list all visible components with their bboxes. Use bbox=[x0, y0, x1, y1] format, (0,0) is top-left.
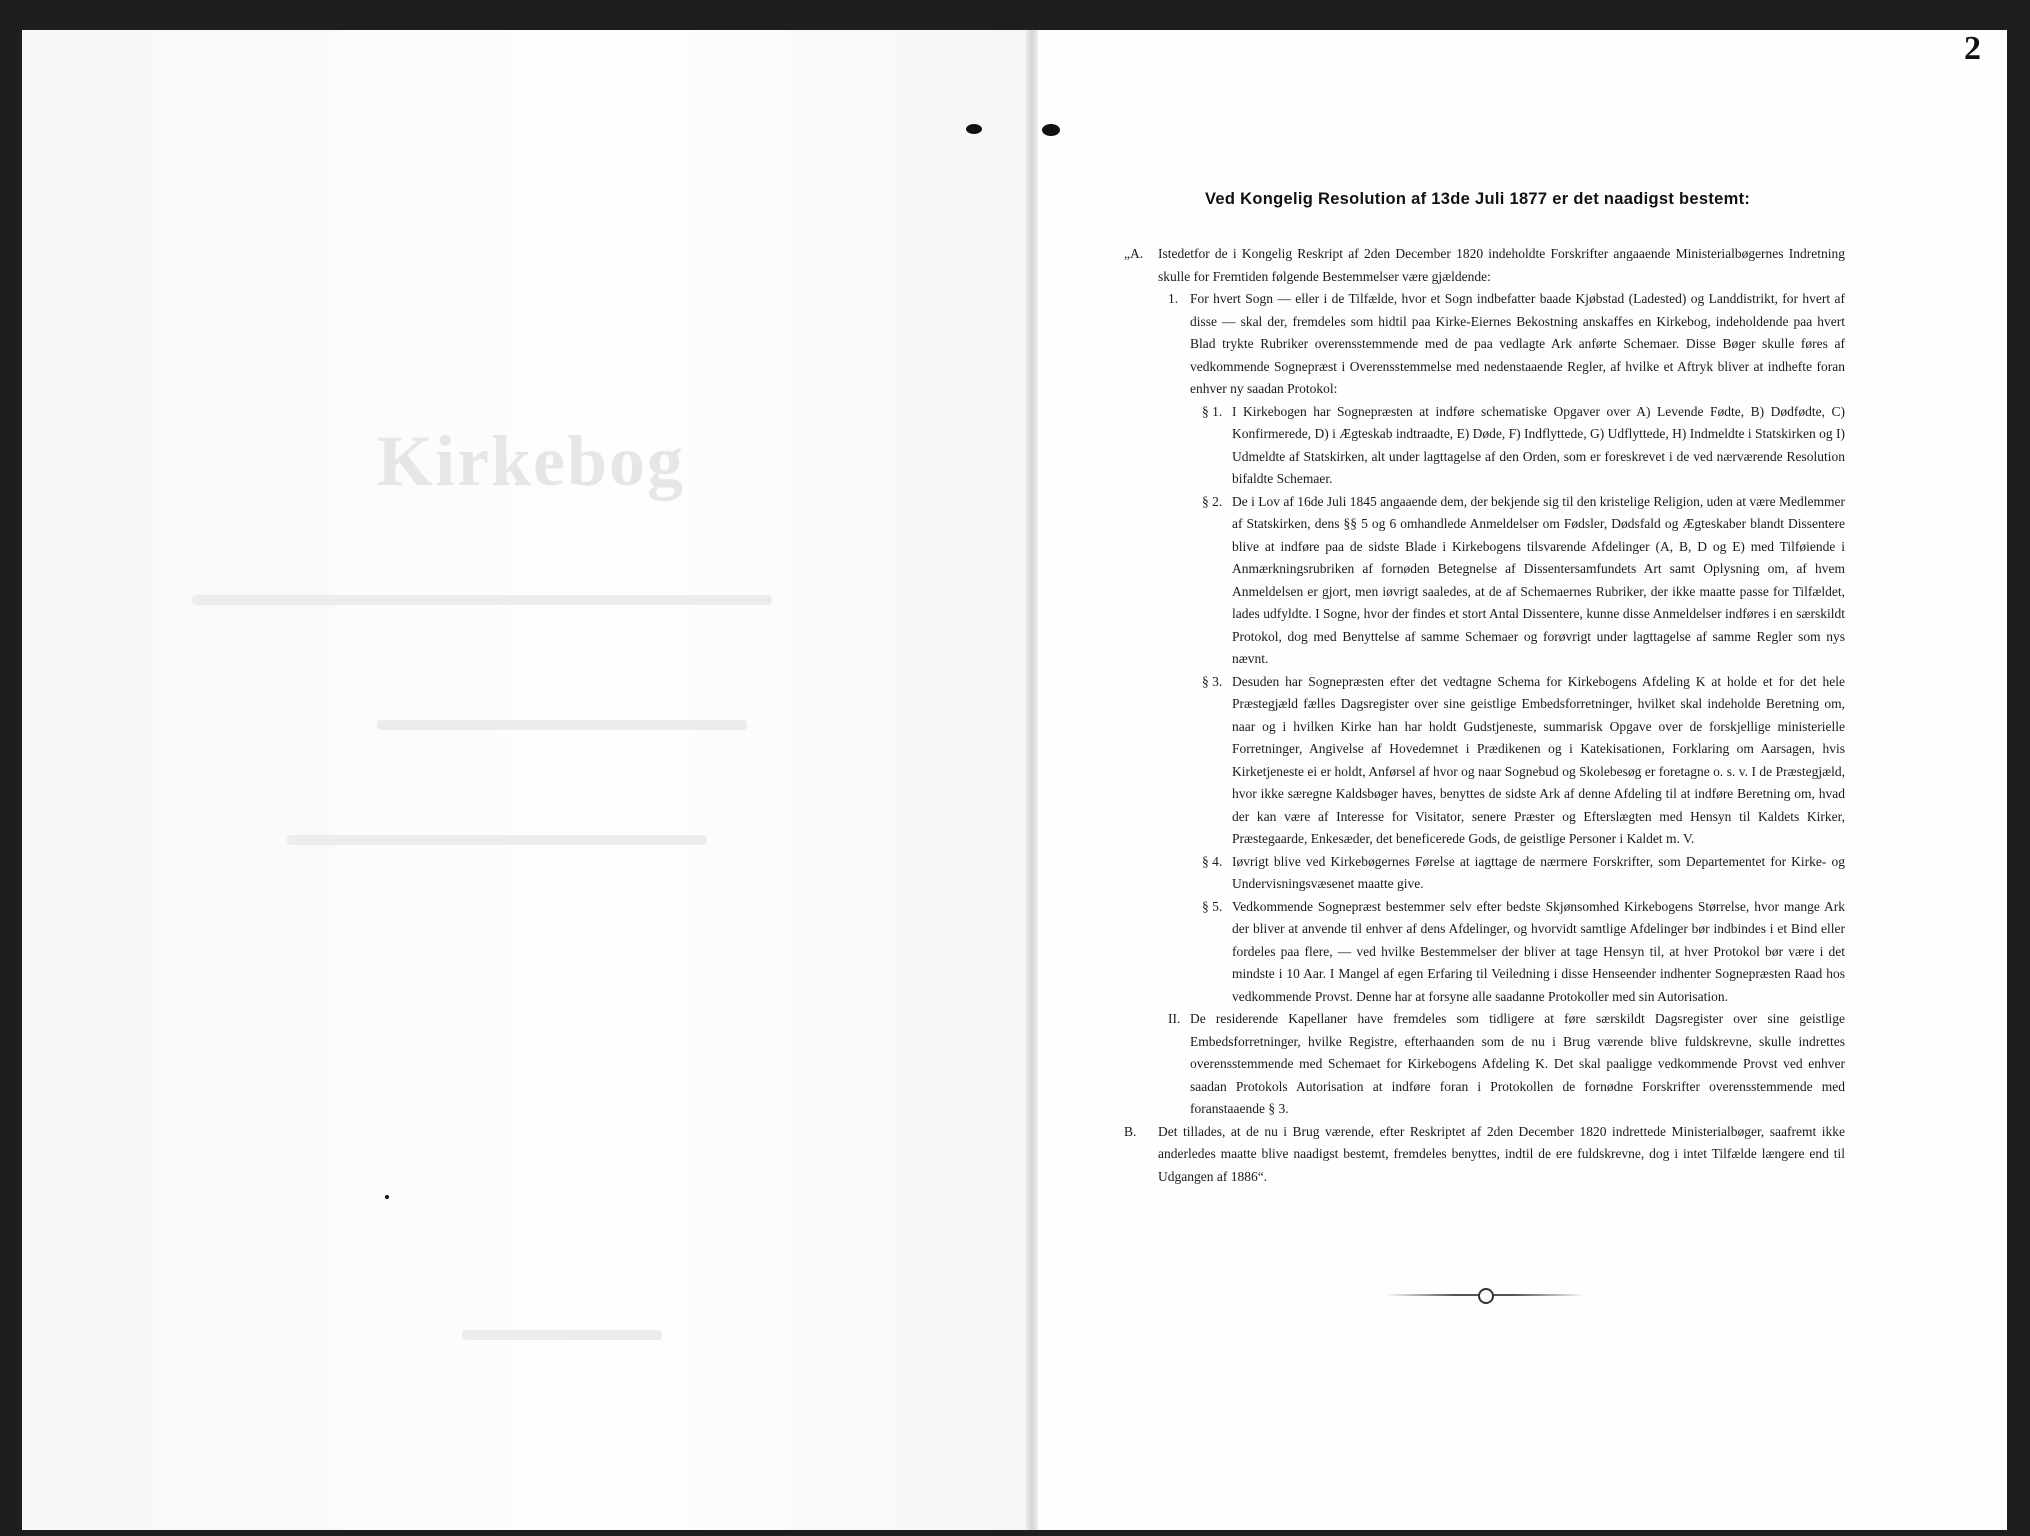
ink-blot bbox=[1042, 124, 1060, 136]
section-b-label: B. bbox=[1124, 1123, 1137, 1139]
section-b-text: Det tillades, at de nu i Brug værende, efter Reskriptet af 2den December 1820 indrettede Ministerialbøger, saafremt ikke anderledes maatte blive naadigst bestemt, fremdeles benyttes, indtil de ere fuldskrevne, dog i intet Tilfælde længere end til Udgangen af 1886“. bbox=[1158, 1123, 1845, 1184]
paragraph-4 bbox=[1202, 851, 1845, 896]
section-1-label: 1. bbox=[1168, 291, 1179, 306]
section-2-text: De residerende Kapellaner have fremdeles som tidligere at føre særskildt Dagsregister over sine geistlige Embedsforretninger, hvilke Registre, efterhaanden som de nu i Brug værende blive fuldskrevne, skulle indrettes overensstemmende med Schemaet for Kirkebogens Afdeling K. Det skal paaligge vedkommende Provst ved enhver saadan Protokols Autorisation at indføre foran i Protokollen de fornødne Forskrifter overensstemmende med foranstaaende § 3. bbox=[1190, 1011, 1845, 1116]
paragraph-3 bbox=[1202, 671, 1845, 851]
resolution-body bbox=[1124, 243, 1845, 1188]
bleed-through-line bbox=[287, 835, 707, 845]
paragraph-2-label: § 2. bbox=[1202, 493, 1223, 509]
paragraph-3-text: Desuden har Sognepræsten efter det vedtagne Schema for Kirkebogens Afdeling K at holde et for det hele Præstegjæld fælles Dagsregister over sine geistlige Embedsforretninger, hvilket skal indeholde Beretning om, naar og i hvilken Kirke han har holdt Gudstjeneste, summarisk Opgave over de forskjellige ministerielle Forretninger, Angivelse af Hovedemnet i Prædikenen og i Katekisationen, Forklaring om Aarsagen, hvis Kirketjeneste ei er holdt, Anførsel af hvor og naar Sognebud og Skolebesøg er foretagne o. s. v. I de Præstegjæld, hvor ikke særegne Kaldsbøger haves, benyttes de sidste Ark af denne Afdeling til at indføre Beretning om, hvad der kan være af Interesse for Visitator, senere Præster og Efterslægten med Hensyn til Kaldets Kirker, Præstegaarde, Enkesæder, det beneficerede Gods, de geistlige Personer i Kaldet m. V. bbox=[1232, 673, 1845, 846]
resolution-heading: Ved Kongelig Resolution af 13de Juli 1877 er det naadigst bestemt: bbox=[1205, 190, 1751, 208]
section-2 bbox=[1168, 1008, 1845, 1121]
section-a-text: Istedetfor de i Kongelig Reskript af 2den December 1820 indeholdte Forskrifter angaaende Ministerialbøgernes Indretning skulle for Fremtiden følgende Bestemmelser være gjældende: bbox=[1158, 246, 1845, 284]
paragraph-4-label: § 4. bbox=[1202, 853, 1223, 869]
section-b bbox=[1124, 1121, 1845, 1189]
ink-blot bbox=[966, 124, 982, 134]
paragraph-4-text: Iøvrigt blive ved Kirkebøgernes Førelse at iagttage de nærmere Forskrifter, som Departementet for Kirke- og Undervisningsvæsenet maatte give. bbox=[1232, 853, 1845, 891]
paragraph-1 bbox=[1202, 401, 1845, 491]
paragraph-1-label: § 1. bbox=[1202, 403, 1223, 419]
section-1 bbox=[1168, 288, 1845, 1008]
paragraph-5 bbox=[1202, 896, 1845, 1009]
paragraph-2 bbox=[1202, 491, 1845, 671]
book-gutter bbox=[1026, 30, 1038, 1530]
bleed-through-line bbox=[192, 595, 772, 605]
ink-blot bbox=[385, 1195, 389, 1199]
section-2-label: II. bbox=[1168, 1011, 1181, 1026]
section-a-label: „A. bbox=[1124, 246, 1144, 261]
left-page bbox=[22, 30, 1026, 1530]
bleed-through-title: Kirkebog bbox=[377, 421, 686, 501]
bleed-through-line bbox=[377, 720, 747, 730]
paragraph-2-text: De i Lov af 16de Juli 1845 angaaende dem, der bekjende sig til den kristelige Religion, uden at være Medlemmer af Statskirken, dens §§ 5 og 6 omhandlede Anmeldelser om Fødsler, Dødsfald og Ægteskaber blandt Dissentere blive at indføre paa de sidste Blade i Kirkebogens tilsvarende Afdelinger (A, B, D og E) med Tilføiende i Anmærkningsrubriken af fornøden Betegnelse af Dissentersamfundets Art samt Oplysning om, af hvem Anmeldelsen er gjort, men iøvrigt saaledes, at de af Schemaernes Rubriker, der ikke maatte passe for Tilfældet, lades udfyldte. I Sogne, hvor der findes et stort Antal Dissentere, kunne disse Anmeldelser indføres i en særskildt Protokol, dog med Benyttelse af samme Schemaer og forøvrigt under lagttagelse af samme Regler som nys nævnt. bbox=[1232, 493, 1845, 666]
paragraph-5-text: Vedkommende Sognepræst bestemmer selv efter bedste Skjønsomhed Kirkebogens Størrelse, hvor mange Ark der bliver at anvende til enhver af dens Afdelinger, og hvorvidt samtlige Afdelinger bør indbindes i et Bind eller fordeles paa flere, — ved hvilke Bestemmelser der bliver at tage Hensyn til, at hver Protokol bør være i det mindste i 10 Aar. I Mangel af egen Erfaring til Veiledning i disse Henseender indhenter Sognepræsten Raad hos vedkommende Provst. Denne har at forsyne alle saadanne Protokoller med sin Autorisation. bbox=[1232, 898, 1845, 1004]
paragraph-3-label: § 3. bbox=[1202, 673, 1223, 689]
section-a bbox=[1124, 243, 1845, 1121]
paragraph-1-text: I Kirkebogen har Sognepræsten at indføre schematiske Opgaver over A) Levende Fødte, B) Dødfødte, C) Konfirmerede, D) i Ægteskab indtraadte, E) Døde, F) Indflyttede, G) Udflyttede, H) Indmeldte i Statskirken og I) Udmeldte af Statskirken, alt under lagttagelse af den Orden, som er foreskrevet i de ved nærværende Resolution bifaldte Schemaer. bbox=[1232, 403, 1845, 486]
paragraph-5-label: § 5. bbox=[1202, 898, 1223, 914]
section-1-text: For hvert Sogn — eller i de Tilfælde, hvor et Sogn indbefatter baade Kjøbstad (Ladested) og Landdistrikt, for hvert af disse — skal der, fremdeles som hidtil paa Kirke-Eiernes Bekostning anskaffes en Kirkebog, indeholdende paa hvert Blad trykte Rubriker overensstemmende med de paa vedlagte Ark anførte Schemaer. Disse Bøger skulle føres af vedkommende Sognepræst i Overensstemmelse med nedenstaaende Regler, af hvilke et Aftryk bliver at indhefte foran enhver ny saadan Protokol: bbox=[1190, 291, 1845, 396]
ornament-dot bbox=[1478, 1288, 1494, 1304]
bleed-through-line bbox=[462, 1330, 662, 1340]
page-number: 2 bbox=[1964, 30, 1981, 67]
